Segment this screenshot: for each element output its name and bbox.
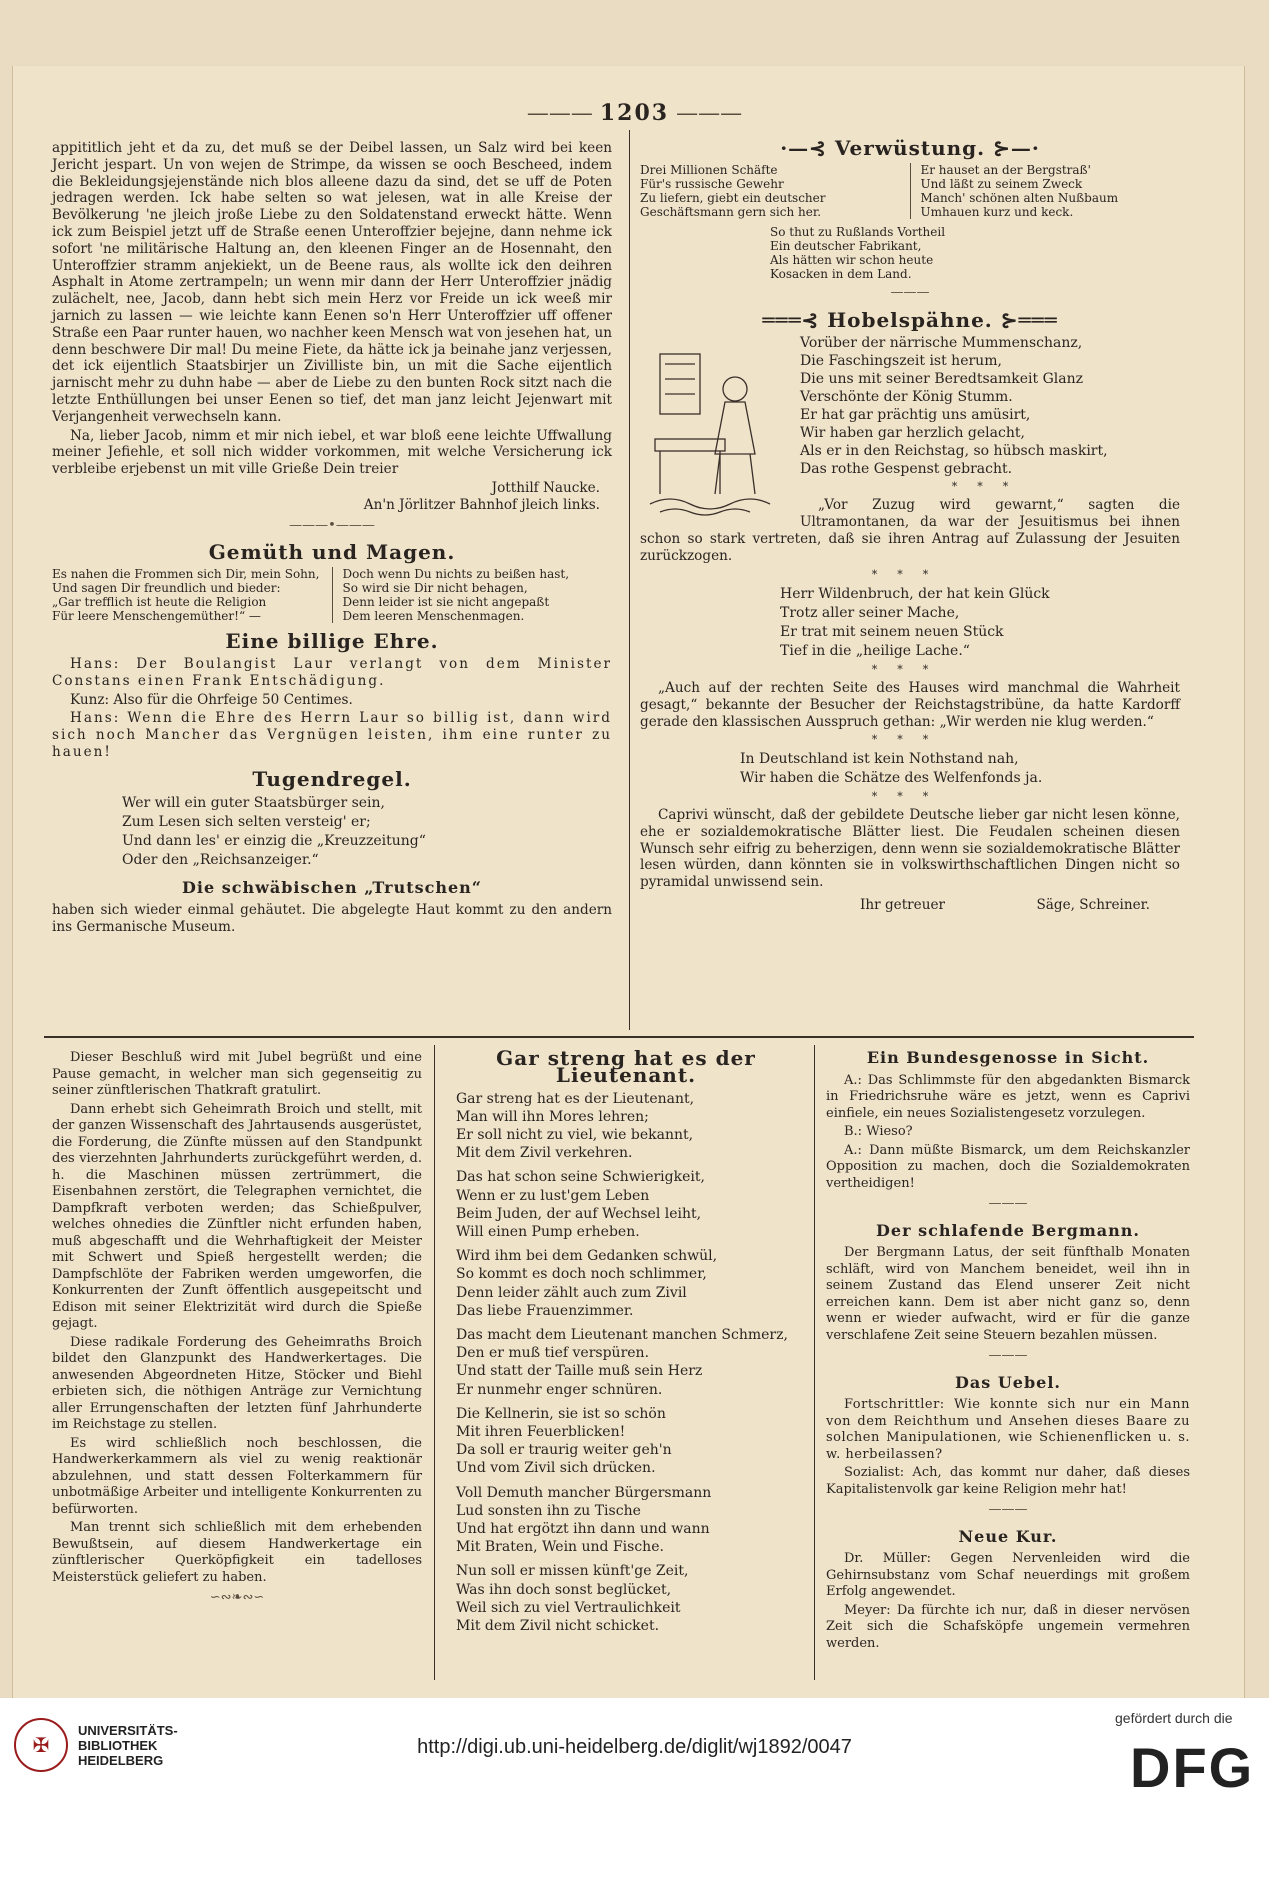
column-rule — [910, 163, 911, 219]
article-paragraph: Es wird schließlich noch beschlossen, die Handwerkerkammern als viel zu wenig reaktionär abzulehnen, und statt dessen Folterkammern für unbotmäßige Arbeiter und intelligente Konkurrenten zu befürworten. — [52, 1435, 422, 1517]
poem-line: Er trat mit seinem neuen Stück — [780, 624, 1004, 641]
top-left-column — [52, 140, 612, 938]
hobel-signoff — [860, 897, 1150, 914]
hobel-verse-3 — [740, 750, 1180, 788]
poem-line: So thut zu Rußlands Vortheil — [770, 224, 946, 239]
poem-line: So kommt es doch noch schlimmer, — [456, 1266, 707, 1283]
section-stars: *** — [871, 790, 949, 804]
poem-line: Die Faschingszeit ist herum, — [800, 353, 1002, 370]
stanza — [456, 1484, 806, 1557]
tugend-poem — [122, 794, 612, 870]
viewer-footer — [0, 1698, 1269, 1878]
poem-line: Drei Millionen Schäfte — [640, 162, 778, 177]
verwuestung-right — [921, 163, 1181, 219]
institution-line: UNIVERSITÄTS- — [78, 1722, 178, 1738]
article-paragraph: Dann erhebt sich Geheimrath Broich und stellt, mit der ganzen Wissenschaft des Jahrtausends ausgerüstet, die Forderung, die Zünfte müssen auf den Standpunkt des vierzehnten Jahrhunderts zurückgeführt werden, d. h. die Maschinen müssen zertrümmert, die Eisenbahnen zerstört, die Telegraphen vernichtet, die Dampfkraft verboten werden; das Schießpulver, welches ohnedies die Zünftler nicht erfunden haben, muß abgeschafft und die Wehrhaftigkeit der Meister mit Schwert und Spieß hergestellt werden; die Dampfschlöte der Fabriken werden umgeworfen, die Konkurrenten der Zunft öffentlich ausgepeitscht und Edison mit seiner Elektrizität wird durch die Spieße gejagt. — [52, 1101, 422, 1331]
poem-line: Mit ihren Feuerblicken! — [456, 1424, 626, 1441]
poem-line: Und hat ergötzt ihn dann und wann — [456, 1521, 710, 1538]
poem-line: Wir haben die Schätze des Welfenfonds ja. — [740, 770, 1043, 787]
bottom-right-column — [826, 1050, 1190, 1654]
article-paragraph: Man trennt sich schließlich mit dem erhebenden Bewußtsein, auf diesem Handwerkertage ein zünftlerischer Querköpfigkeit ein tadelloses Meisterstück geliefert zu haben. — [52, 1520, 422, 1585]
poem-line: Voll Demuth mancher Bürgersmann — [456, 1484, 712, 1501]
poem-line: Zum Lesen sich selten versteig' er; — [122, 813, 371, 830]
stanza — [456, 1405, 806, 1478]
bottom-middle-column — [446, 1046, 806, 1635]
poem-line: Was ihn doch sonst beglücket, — [456, 1581, 672, 1598]
poem-line: Denn leider zählt auch zum Zivil — [456, 1284, 687, 1301]
gemueth-left — [52, 567, 322, 623]
dialogue-line: Meyer: Da fürchte ich nur, daß in dieser nervösen Zeit sich die Schafsköpfe ungemein vermehren werden. — [826, 1602, 1190, 1651]
poem-line: Vorüber der närrische Mummenschanz, — [800, 335, 1083, 352]
signoff-greeting: Ihr getreuer — [860, 896, 945, 913]
stanza — [456, 1168, 806, 1241]
hobel-title: ═══⊰ Hobelspähne. ⊱═══ — [762, 307, 1058, 332]
poem-line: Wir haben gar herzlich gelacht, — [800, 425, 1025, 442]
poem-line: Ein deutscher Fabrikant, — [770, 238, 922, 253]
poem-line: Doch wenn Du nichts zu beißen hast, — [342, 567, 570, 582]
poem-line: Oder den „Reichsanzeiger.“ — [122, 851, 319, 868]
gemueth-title: Gemüth und Magen. — [208, 540, 456, 565]
hobel-paragraph: „Auch auf der rechten Seite des Hauses wird manchmal die Wahrheit gesagt,“ bekannte der Besucher der Reichstagstribüne, da hatte Kardorff gerade den klassischen Ausspruch gethan: „Wir werden nie klug werden.“ — [640, 679, 1180, 730]
ornament-divider: ——— — [890, 284, 930, 300]
uebel-title: Das Uebel. — [955, 1372, 1061, 1392]
poem-line: Da soll er traurig weiter geh'n — [456, 1442, 672, 1459]
verwuestung-left — [640, 163, 900, 219]
lieutenant-title: Gar streng hat es der Lieutenant. — [496, 1046, 756, 1087]
poem-line: Verschönte der König Stumm. — [800, 389, 1013, 406]
letter-paragraph: Na, lieber Jacob, nimm et mir nich iebel, et war bloß eene leichte Uffwallung meiner Jefiehle, et soll nich widder vorkommen, mit welche Versicherung ick verbleibe erjebenst un mit ville Grieße Dein treier — [52, 427, 612, 478]
ornament-divider: ———•——— — [289, 517, 375, 533]
poem-line: Herr Wildenbruch, der hat kein Glück — [780, 586, 1050, 603]
article-paragraph: Diese radikale Forderung des Geheimraths Broich bildet den Glanzpunkt des Handwerkertages. Die anwesenden Abgeordneten Hitze, Stöcker und Biehl erbieten sich, die nöthigen Anträge zur Vernichtung aller Errungenschaften der letzten fünf Jahrhunderte im Reichstage zu stellen. — [52, 1334, 422, 1432]
poem-line: „Gar trefflich ist heute die Religion — [52, 595, 267, 610]
dialogue-line: Sozialist: Ach, das kommt nur daher, daß dieses Kapitalistenvolk gar keine Religion mehr hat! — [826, 1465, 1190, 1497]
poem-line: Tief in die „heilige Lache.“ — [780, 643, 970, 660]
bundesgenosse-title: Ein Bundesgenosse in Sicht. — [866, 1048, 1150, 1067]
carpenter-illustration — [640, 334, 790, 524]
hobel-paragraph: Caprivi wünscht, daß der gebildete Deutsche lieber gar nicht lesen könne, ehe er sozialdemokratische Blätter liest. Die Feudalen scheinen diesen Wunsch sehr eifrig zu beherzigen, denn wenn sie sozialdemokratische Blätter lesen würden, dann könnten sie in volkswirthschaftlichen Dingen nicht so pyramidal unwissend sein. — [640, 806, 1180, 891]
poem-line: Das liebe Frauenzimmer. — [456, 1302, 634, 1319]
poem-line: Mit Braten, Wein und Fische. — [456, 1539, 664, 1556]
poem-line: So wird sie Dir nicht behagen, — [342, 581, 528, 596]
stanza — [456, 1562, 806, 1635]
institution-line: BIBLIOTHEK — [78, 1737, 158, 1753]
poem-line: Er soll nicht zu viel, wie bekannt, — [456, 1127, 694, 1143]
kur-title: Neue Kur. — [958, 1526, 1058, 1546]
dialogue-line: Hans: Der Boulangist Laur verlangt von dem Minister Constans einen Frank Entschädigung. — [52, 655, 612, 689]
dialogue-line: Hans: Wenn die Ehre des Herrn Laur so billig ist, dann wird sich noch Mancher das Vergnügen leisten, ihm eine runter zu hauen! — [52, 710, 612, 760]
letter-paragraph: appititlich jeht et da zu, det muß se der Deibel lassen, un Salz wird bei keen Jericht jespart. Un von wejen de Strimpe, da wissen se ooch Bescheed, indem die Bekleidungsjejenstände nich blos alleene dazu da sind, det se uff de Poten jedragen werden. Ick habe selten so wat jelesen, wat in alle Kreise der Bevölkerung 'ne jleich jroße Liebe zu den Soldatenstand erweckt hätte. Wenn ick zum Beispiel jetzt uff de Straße eenen Unteroffzier bejejne, dann nehme ick sofort 'ne militärische Haltung an, den kleenen Finger an de Hosennaht, den Unteroffzier stramm anjekiekt, un de Beene raus, als wollte ick den deihren Asphalt in Atome zertrampeln; un wenn mir dann der Herr Unteroffzier jnädig zulächelt, nee, Jacob, dann hebt sich mein Herz vor Freide un ick weeß mir jarnich zu lassen — wie leichte kann Eenen so'n Herr Unteroffzier uff offener Straße een Paar runter hauen, wo nachher keen Mensch wat von jesehen hat, un denn beschwere Dir mal! Du meine Fiete, da hätte ick ja beinahe janz verjessen, det ick eijentlich Staatsbirjer un Zivilliste bin, un mit die Sache eijentlich jarnischt mehr zu duhn habe — aber de Liebe zu den bunten Rock sitzt nach die letzte Enthüllungen bei unser Eenen so tief, det man janz leicht Jejenwart mit Verjangenheit verwechseln kann. — [52, 140, 612, 425]
poem-line: Und statt der Taille muß sein Herz — [456, 1363, 703, 1380]
permalink[interactable]: http://digi.ub.uni-heidelberg.de/diglit/wj1892/0047 — [417, 1736, 852, 1758]
poem-line: Weil sich zu viel Vertraulichkeit — [456, 1599, 681, 1616]
poem-line: Dem leeren Menschenmagen. — [342, 609, 525, 624]
poem-line: Man will ihn Mores lehren; — [456, 1108, 649, 1125]
gemueth-right — [343, 567, 613, 623]
hobel-verse-2 — [780, 585, 1180, 661]
section-stars: *** — [871, 733, 949, 747]
truetschen-text: haben sich wieder einmal gehäutet. Die abgelegte Haut kommt zu den andern ins Germanische Museum. — [52, 902, 612, 936]
university-seal-icon: ✠ — [14, 1718, 68, 1772]
dialogue-line: A.: Das Schlimmste für den abgedankten Bismarck in Friedrichsruhe wäre es jetzt, wenn es Caprivi einfiele, ein neues Sozialistengesetz vorzulegen. — [826, 1072, 1190, 1121]
poem-line: Er hauset an der Bergstraß' — [920, 162, 1091, 177]
institution-line: HEIDELBERG — [78, 1752, 164, 1768]
poem-line: Und vom Zivil sich drücken. — [456, 1460, 656, 1477]
poem-line: Für's russische Gewehr — [640, 176, 784, 191]
ornament-divider: ——— — [988, 1348, 1028, 1363]
poem-line: Mit dem Zivil verkehren. — [456, 1145, 633, 1162]
poem-line: Trotz aller seiner Mache, — [780, 605, 960, 622]
poem-line: Als hätten wir schon heute — [770, 252, 934, 267]
poem-line: Wird ihm bei dem Gedanken schwül, — [456, 1248, 718, 1265]
verwuestung-bottom — [770, 225, 1180, 281]
ornament-divider: ——— — [988, 1502, 1028, 1517]
poem-line: Gar streng hat es der Lieutenant, — [456, 1090, 695, 1107]
poem-line: Die uns mit seiner Beredtsamkeit Glanz — [800, 371, 1083, 388]
poem-line: In Deutschland ist kein Nothstand nah, — [740, 751, 1019, 768]
stanza — [456, 1326, 806, 1399]
dialogue-line: Kunz: Also für die Ohrfeige 50 Centimes. — [70, 691, 353, 708]
poem-line: Umhauen kurz und keck. — [920, 204, 1074, 219]
column-divider — [434, 1045, 435, 1680]
poem-line: Will einen Pump erheben. — [456, 1224, 640, 1241]
signoff-name: Säge, Schreiner. — [1036, 896, 1150, 913]
poem-line: Als er in den Reichstag, so hübsch maskirt, — [800, 443, 1108, 460]
dialogue-line: B.: Wieso? — [844, 1124, 913, 1139]
poem-line: Denn leider ist sie nicht angepaßt — [342, 595, 550, 610]
poem-line: Er nunmehr enger schnüren. — [456, 1381, 663, 1398]
poem-line: Er hat gar prächtig uns amüsirt, — [800, 407, 1031, 424]
top-right-column — [640, 136, 1180, 914]
page-number-line: ——— 1203 ——— — [526, 100, 743, 126]
poem-line: Geschäftsmann gern sich her. — [640, 204, 822, 219]
column-divider — [814, 1045, 815, 1680]
hobel-paragraph: „Vor Zuzug wird gewarnt,“ sagten die Ultramontanen, da war der Jesuitismus bei ihnen schon so stark vertreten, daß sie ihren Antrag auf Zulassung der Jesuiten zurückzogen. — [640, 497, 1180, 564]
poem-line: Es nahen die Frommen sich Dir, mein Sohn, — [52, 567, 320, 582]
poem-line: Beim Juden, der auf Wechsel leiht, — [456, 1205, 702, 1222]
funding-label: gefördert durch die — [1115, 1710, 1233, 1726]
poem-line: Die Kellnerin, sie ist so schön — [456, 1405, 666, 1422]
title-text: Verwüstung. — [834, 136, 986, 160]
dfg-logo[interactable]: DFG — [1130, 1736, 1255, 1799]
section-stars: *** — [951, 480, 1029, 494]
article-paragraph: Dieser Beschluß wird mit Jubel begrüßt und eine Pause gemacht, in welcher man sich gegenseitig zu seiner zünftlerischen Thatkraft gratulirt. — [52, 1050, 422, 1098]
section-rule — [44, 1036, 1194, 1038]
poem-line: Nun soll er missen künft'ge Zeit, — [456, 1563, 689, 1580]
poem-line: Das rothe Gespenst gebracht. — [800, 461, 1013, 478]
title-text: Hobelspähne. — [827, 307, 993, 332]
tugend-title: Tugendregel. — [252, 766, 412, 791]
dialogue-line: Dr. Müller: Gegen Nervenleiden wird die Gehirnsubstanz vom Schaf neuerdings mit großem Erfolg angewendet. — [826, 1551, 1190, 1599]
poem-line: Zu liefern, giebt ein deutscher — [640, 190, 826, 205]
poem-line: Das macht dem Lieutenant manchen Schmerz, — [456, 1327, 788, 1344]
poem-line: Und dann les' er einzig die „Kreuzzeitung“ — [122, 832, 426, 849]
column-rule — [332, 567, 333, 623]
bottom-left-column — [52, 1050, 422, 1611]
poem-line: Das hat schon seine Schwierigkeit, — [456, 1169, 705, 1186]
ornament-divider: ——— — [988, 1196, 1028, 1211]
poem-line: Und läßt zu seinem Zweck — [920, 176, 1083, 191]
poem-line: Den er muß tief verspüren. — [456, 1345, 650, 1362]
ehre-title: Eine billige Ehre. — [225, 629, 439, 654]
dialogue-line: Fortschrittler: Wie konnte sich nur ein Mann von dem Reichthum und Ansehen dieses Baare zu solchen Manipulationen, wie Schienenflicken u. s. w. herbeilassen? — [826, 1397, 1190, 1462]
poem-line: Und sagen Dir freundlich und bieder: — [52, 581, 281, 596]
section-stars: *** — [871, 568, 949, 582]
poem-line: Für leere Menschengemüther!“ — — [52, 609, 261, 624]
stanza — [456, 1247, 806, 1320]
letter-signature: Jotthilf Naucke. — [491, 479, 600, 496]
poem-line: Wer will ein guter Staatsbürger sein, — [122, 794, 385, 811]
truetschen-title: Die schwäbischen „Trutschen“ — [182, 877, 482, 897]
dialogue-line: A.: Dann müßte Bismarck, um dem Reichskanzler Opposition zu machen, doch die Sozialdemokraten vertheidigen! — [826, 1142, 1190, 1191]
gemueth-poem — [52, 567, 612, 623]
poem-line: Lud sonsten ihn zu Tische — [456, 1502, 641, 1519]
stanza — [456, 1090, 806, 1163]
bergmann-title: Der schlafende Bergmann. — [876, 1220, 1140, 1240]
section-stars: *** — [871, 663, 949, 677]
page-number: 1203 — [599, 100, 670, 126]
bergmann-text: Der Bergmann Latus, der seit fünfthalb Monaten schläft, wird von Manchem beneidet, weil ihn in seinem Zustand das Elend unserer Zeit nicht erreichen kann. Dem ist aber nicht ganz so, denn wenn er wieder aufwacht, wird er für die ganze verschlafene Zeit seine Steuern bezahlen müssen. — [826, 1245, 1190, 1343]
poem-line: Kosacken in dem Land. — [770, 266, 912, 281]
lieutenant-poem — [456, 1090, 806, 1636]
poem-line: Manch' schönen alten Nußbaum — [920, 190, 1119, 205]
verwuestung-poem — [640, 163, 1180, 219]
poem-line: Wenn er zu lust'gem Leben — [456, 1187, 650, 1204]
poem-line: Mit dem Zivil nicht schicket. — [456, 1618, 660, 1635]
verwuestung-title: ·—⊰ Verwüstung. ⊱—· — [780, 136, 1040, 160]
column-divider — [629, 130, 630, 1030]
letter-address: An'n Jörlitzer Bahnhof jleich links. — [363, 496, 600, 513]
ornament-divider: ∽∾❧∾∽ — [209, 1590, 265, 1605]
